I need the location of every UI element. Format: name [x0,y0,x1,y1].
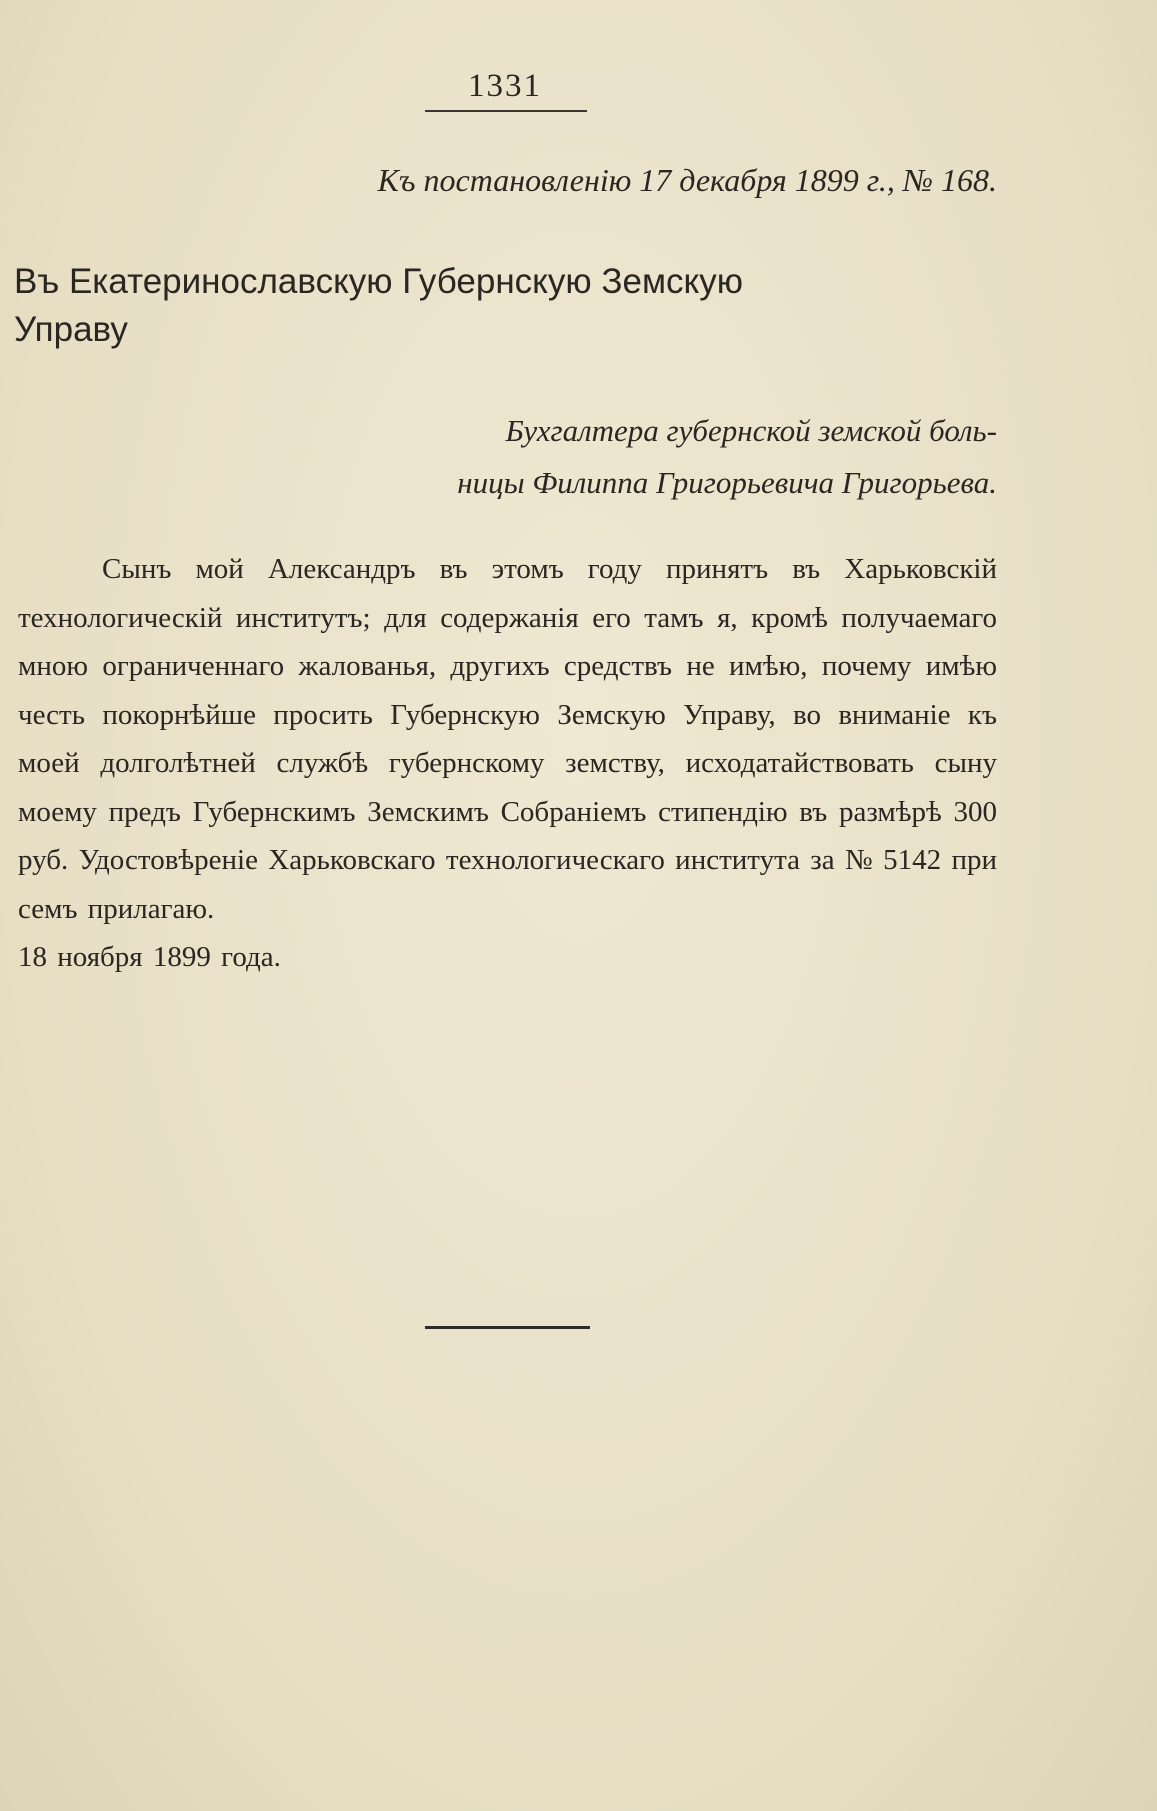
petition-date: 18 ноября 1899 года. [18,941,281,973]
petition-paragraph: Сынъ мой Александръ въ этомъ году принятъ въ Харьковскій технологическій институтъ; для содержанія его тамъ я, кромѣ получаемаго мною ограниченнаго жалованья, другихъ средствъ не имѣю, почему имѣю честь покорнѣйше просить Губернскую Земскую Управу, во вниманіе къ моей долголѣтней службѣ губернскому земству, исходатайствовать сыну моему предъ Губернскимъ Земскимъ Собраніемъ стипендію въ размѣрѣ 300 руб. Удостовѣреніе Харьковскаго технологическаго института за № 5142 при семъ прилагаю. [18,553,997,925]
addressee [14,258,999,354]
sender [300,405,997,509]
resolution-reference: Къ постановленію 17 декабря 1899 г., № 168. [377,162,997,198]
sender-line-2: ницы Филиппа Григорьевича Григорьева. [457,465,997,500]
header-rule [425,110,587,112]
petition-body [18,545,997,982]
addressee-line-1: Въ Екатеринославскую Губернскую Земскую [14,262,743,301]
addressee-line-2: Управу [14,310,128,349]
page-number: 1331 [468,68,542,104]
footer-rule [425,1326,590,1329]
sender-line-1: Бухгалтера губернской земской боль- [505,413,997,448]
